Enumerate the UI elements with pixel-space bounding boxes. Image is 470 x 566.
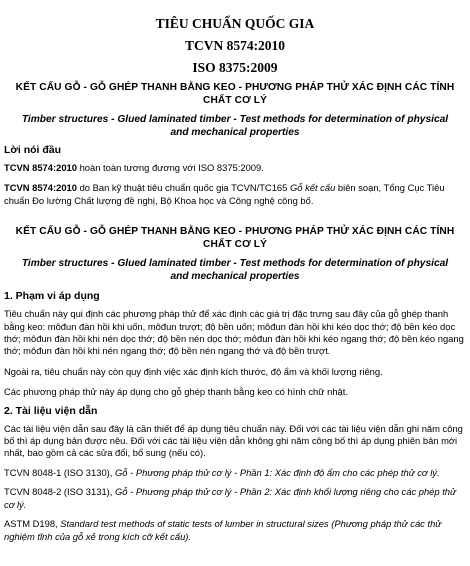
reference-item [4,486,466,511]
body-heading-vn: KẾT CẤU GỖ - GỖ GHÉP THANH BẰNG KEO - PHƯƠNG PHÁP THỬ XÁC ĐỊNH CÁC TÍNH CHẤT CƠ LÝ [15,226,455,251]
foreword-title: Lời nói đầu [4,144,62,156]
reference-title: Standard test methods of static tests of lumber in structural sizes (Phương pháp thử các thử nghiệm tĩnh của gỗ xẻ trong kích cỡ kết cấu). [4,518,442,542]
reference-title: Gỗ - Phương pháp thử cơ lý - Phần 2: Xác định khối lượng riêng cho các phép thử cơ lý. [4,486,456,510]
iso-code: ISO 8375:2009 [192,60,278,75]
standard-title: TIÊU CHUẨN QUỐC GIA [155,16,315,31]
foreword-paragraph-1 [4,162,466,174]
section-2-title: 2. Tài liệu viện dẫn [4,404,98,417]
section-2-paragraph-1: Các tài liệu viện dẫn sau đây là cần thiết để áp dụng tiêu chuẩn này. Đối với các tài liệu viện dẫn ghi năm công bố thì áp dụng bản được nêu. Đối với các tài liệu viện dẫn không ghi năm công bố thì áp dụng phiên bản mới nhất, bao gồm cả các sửa đổi, bổ sung (nếu có). [4,422,463,459]
foreword-italic: Gỗ kết cấu [289,182,336,194]
body-heading-en: Timber structures - Glued laminated timber - Test methods for determination of physical and mechanical properties [21,258,449,283]
foreword-text-1: hoàn toàn tương đương với ISO 8375:2009. [76,162,264,173]
reference-code: TCVN 8048-2 (ISO 3131), [4,486,113,498]
foreword-code-1: TCVN 8574:2010 [4,162,77,173]
section-1-paragraph-1: Tiêu chuẩn này qui định các phương pháp thử để xác định các giá trị đặc trưng sau đây của gỗ ghép thanh bằng keo: môđun đàn hồi khi uốn, môđun trượt; độ bền uốn; môđun đàn hồi khi kéo dọc thớ; độ bền kéo dọc thớ; môđun đàn hồi khi nén dọc thớ; độ bền nén dọc thớ; môđun đàn hồi khi kéo ngang thớ; độ bền kéo ngang thớ; môđun đàn hồi khi nén ngang thớ; độ bền nén ngang thớ và độ bền trượt. [4,308,464,357]
reference-code: TCVN 8048-1 (ISO 3130), [4,466,113,478]
section-1-title: 1. Phạm vi áp dụng [4,290,100,303]
document-heading-vn: KẾT CẤU GỖ - GỖ GHÉP THANH BẰNG KEO - PHƯƠNG PHÁP THỬ XÁC ĐỊNH CÁC TÍNH CHẤT CƠ LÝ [15,82,455,106]
foreword-code-2: TCVN 8574:2010 [4,182,77,194]
foreword-paragraph-2 [4,182,466,207]
section-1-paragraph-3: Các phương pháp thử này áp dụng cho gỗ ghép thanh bằng keo có hình chữ nhật. [4,386,348,398]
foreword-text-2b: biên soạn, Tổng Cục Tiêu chuẩn Đo lường Chất lượng đề nghị, Bộ Khoa học và Công nghệ công bố. [4,182,445,206]
reference-item [4,518,466,543]
reference-title: Gỗ - Phương pháp thử cơ lý - Phần 1: Xác định độ ẩm cho các phép thử cơ lý. [112,466,440,478]
document-heading-en: Timber structures - Glued laminated timber - Test methods for determination of physical and mechanical properties [21,114,449,138]
foreword-text-2a: do Ban kỹ thuật tiêu chuẩn quốc gia TCVN/TC165 [76,182,290,194]
standard-code: TCVN 8574:2010 [184,38,286,53]
reference-code: ASTM D198, [4,518,58,530]
section-1-paragraph-2: Ngoài ra, tiêu chuẩn này còn quy định việc xác định kích thước, độ ẩm và khối lượng riêng. [4,365,383,377]
reference-item [4,467,466,479]
